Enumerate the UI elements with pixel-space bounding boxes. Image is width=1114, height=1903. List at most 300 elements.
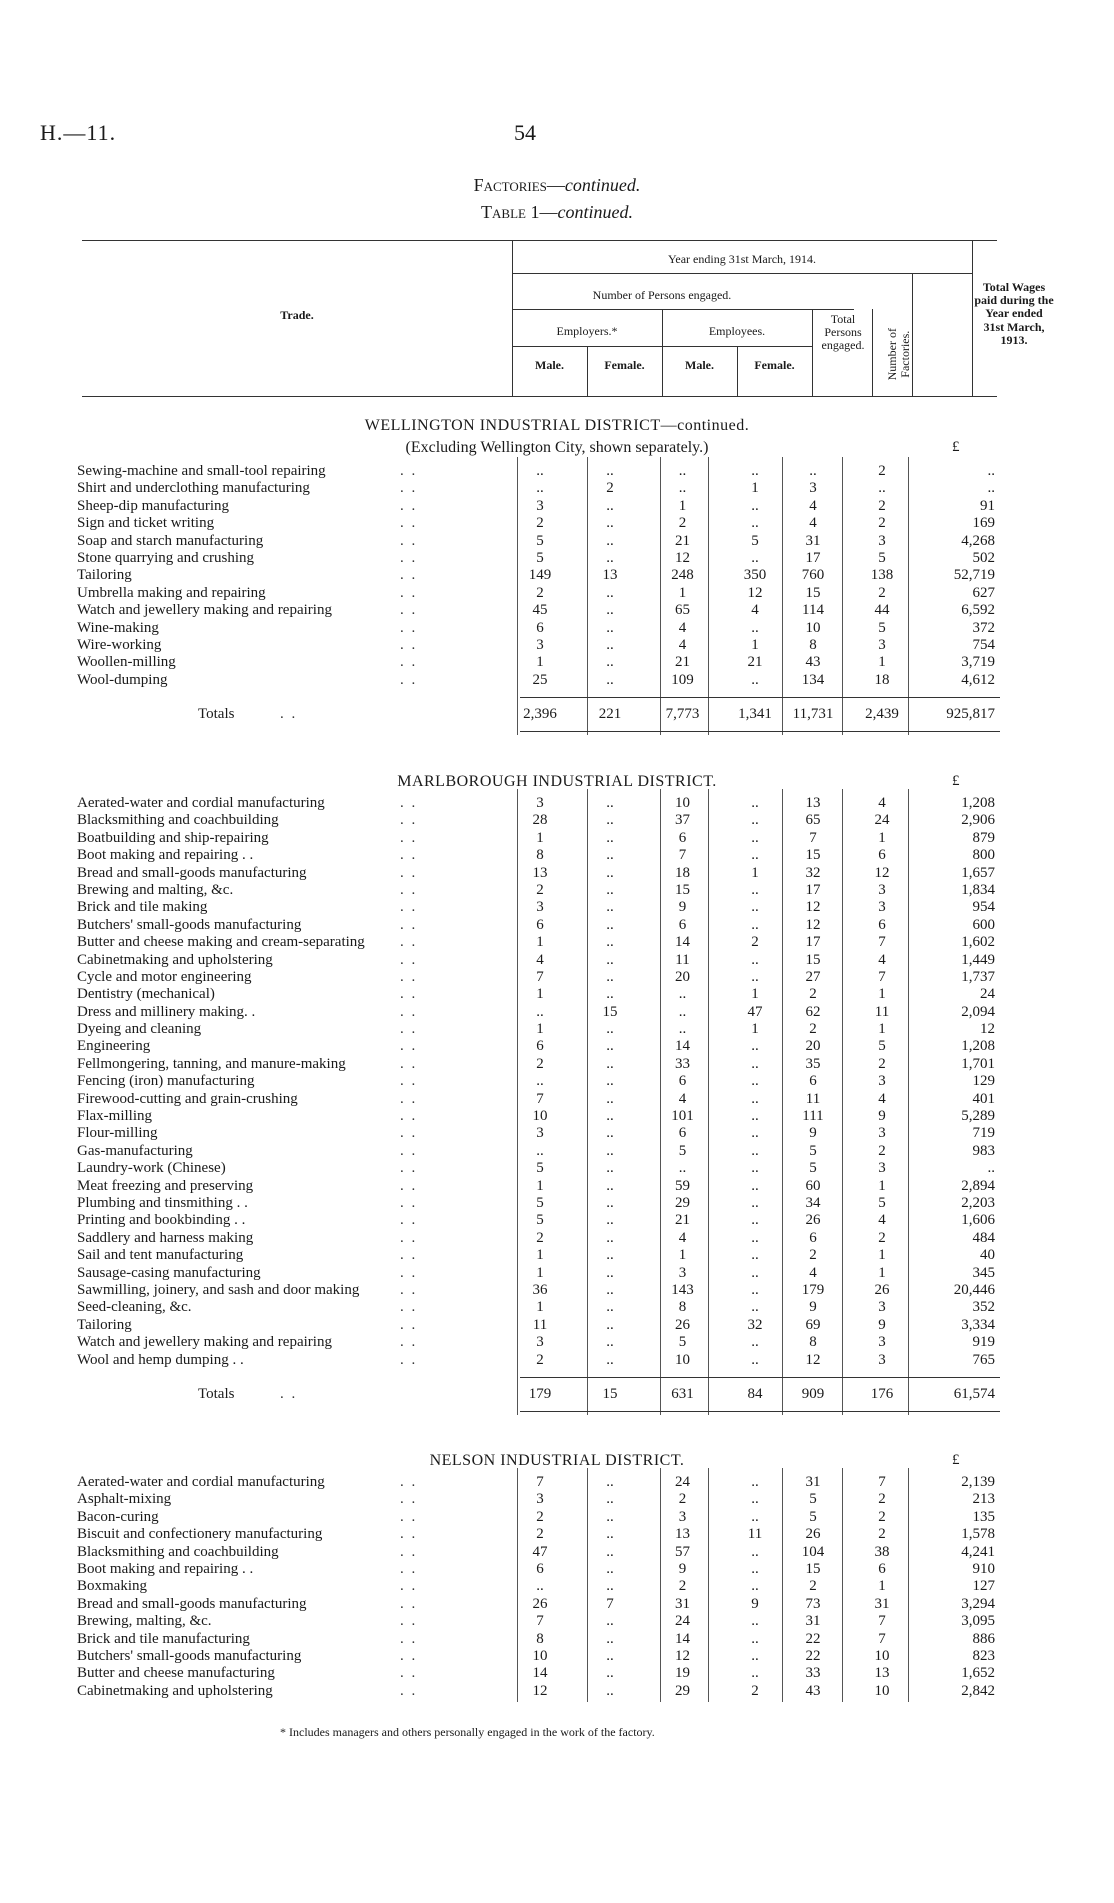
total-wages: 40 [980,1247,995,1264]
total-wages: 1,606 [961,1212,995,1229]
total-persons: 22 [805,1647,821,1664]
employees-male: 57 [675,1543,690,1560]
total-persons: 2 [809,986,817,1003]
trade-name: Wool and hemp dumping . . [77,1351,244,1368]
factories: 4 [878,1090,886,1107]
section-rows [0,463,1114,689]
employees-female: .. [751,1578,759,1595]
col-employees-male: Male. [685,358,714,372]
total-wages: 954 [972,899,995,916]
factories: 6 [878,847,886,864]
trade-name: Seed-cleaning, &c. [77,1299,192,1316]
factories: 1 [878,829,886,846]
total-persons: 5 [809,1508,817,1525]
employers-male: 1 [536,1299,544,1316]
total-wages: 1,449 [961,951,995,968]
employers-male: 2 [536,1229,544,1246]
factories: 1 [878,1578,886,1595]
employers-male: 28 [532,812,548,829]
leader-dots: . . [400,1630,418,1647]
leader-dots: . . [400,1194,418,1211]
total-wages: 52,719 [953,567,995,584]
total-persons: 35 [805,1055,821,1072]
employees-male: 29 [675,1194,690,1211]
employers-male: 3 [536,795,544,811]
employees-male: 1 [678,1247,687,1264]
totals-row [0,703,1114,725]
employers-male: 45 [532,602,548,619]
employers-female: .. [606,829,614,846]
factories: 5 [878,1194,886,1211]
leader-dots: . . [400,1160,418,1177]
leader-dots: . . [400,1316,418,1333]
leader-dots: . . [400,1474,418,1490]
employees-male: 14 [675,1630,690,1647]
employees-female: .. [751,1613,759,1630]
trade-name: Aerated-water and cordial manufacturing [77,795,325,811]
total-persons: 4 [809,497,817,514]
factories: 6 [878,1560,886,1577]
total-persons: 760 [801,567,825,584]
employees-male: 59 [675,1177,690,1194]
trade-name: Dyeing and cleaning [77,1021,202,1038]
employers-male: 6 [536,1560,544,1577]
table-row [0,847,1114,864]
factories: 10 [874,1647,890,1664]
employees-male: 6 [678,829,687,846]
factories: 10 [874,1682,890,1699]
trade-name: Boot making and repairing . . [77,1560,254,1577]
trade-name: Watch and jewellery making and repairing [77,1334,332,1351]
trade-name: Dentistry (mechanical) [77,986,215,1003]
employers-male: 1 [536,1247,544,1264]
employees-female: .. [751,951,759,968]
trade-name: Tailoring [77,567,132,584]
trade-name: Wine-making [77,619,159,636]
employers-male: 6 [536,916,544,933]
employers-male: 13 [532,864,548,881]
factories: 1 [878,986,886,1003]
factories: 6 [878,916,886,933]
employees-male: 33 [675,1055,690,1072]
employers-male: .. [536,480,544,497]
employees-female: .. [751,1560,759,1577]
totals-employees-male: 7,773 [665,706,700,722]
trade-name: Engineering [77,1038,151,1055]
trade-name: Biscuit and confectionery manufacturing [77,1526,323,1543]
leader-dots: . . [400,480,418,497]
employers-male: 1 [536,934,544,951]
factories: 2 [878,463,886,479]
employees-male: 7 [678,847,687,864]
table-row [0,952,1114,969]
trade-name: Dress and millinery making. . [77,1003,256,1020]
employers-male: 5 [536,1160,544,1177]
trade-name: Cabinetmaking and upholstering [77,951,273,968]
employers-female: .. [606,1578,614,1595]
table-row [0,602,1114,619]
employers-female: .. [606,532,614,549]
col-year: Year ending 31st March, 1914. [667,252,817,266]
currency-symbol: £ [952,1452,960,1468]
table-row [0,1526,1114,1543]
employees-female: .. [751,1281,759,1298]
employees-female: .. [751,1508,759,1525]
employers-female: .. [606,549,614,566]
leader-dots: . . [400,619,418,636]
trade-name: Butter and cheese manufacturing [77,1665,275,1682]
factories: 9 [878,1316,886,1333]
leader-dots: . . [280,1386,298,1402]
total-wages: 3,095 [961,1613,995,1630]
employers-female: .. [606,1090,614,1107]
employees-female: 350 [743,567,767,584]
leader-dots: . . [400,1038,418,1055]
leader-dots: . . [400,532,418,549]
total-persons: 15 [805,847,821,864]
total-persons: 12 [805,899,821,916]
total-wages: 135 [972,1508,995,1525]
employers-male: 7 [536,1613,544,1630]
section-rows [0,795,1114,1369]
employers-male: .. [536,1578,544,1595]
employers-male: 3 [536,497,544,514]
totals-rule-top [520,1377,1000,1378]
leader-dots: . . [280,706,298,722]
employees-female: 1 [751,986,759,1003]
employers-female: .. [606,1108,614,1125]
employees-female: .. [751,1229,759,1246]
employees-female: .. [751,1160,759,1177]
total-wages: 2,203 [961,1194,995,1211]
total-wages: 3,719 [961,654,995,671]
total-persons: 31 [805,1474,821,1490]
factories: 3 [878,1334,886,1351]
employers-male: .. [536,463,544,479]
employers-female: .. [606,968,614,985]
employers-female: .. [606,636,614,653]
leader-dots: . . [400,1247,418,1264]
employees-female: .. [751,847,759,864]
total-persons: 62 [805,1003,821,1020]
table-row [0,795,1114,812]
total-persons: 26 [805,1212,821,1229]
leader-dots: . . [400,1073,418,1090]
employees-male: 14 [675,1038,690,1055]
employers-female: .. [606,1682,614,1699]
totals-factories: 2,439 [865,706,899,722]
trade-name: Brick and tile manufacturing [77,1630,250,1647]
employers-male: 11 [532,1316,548,1333]
leader-dots: . . [400,1682,418,1699]
totals-row [0,1383,1114,1405]
table-row [0,917,1114,934]
total-persons: 5 [809,1491,817,1508]
total-persons: 32 [805,864,821,881]
employers-male: 6 [536,1038,544,1055]
employers-female: .. [606,1351,614,1368]
factories: 2 [878,1526,886,1543]
factories: 1 [878,1021,886,1038]
employers-female: .. [606,864,614,881]
leader-dots: . . [400,567,418,584]
total-wages: 20,446 [953,1281,995,1298]
employees-female: .. [751,1351,759,1368]
total-persons: 17 [805,549,821,566]
col-wages: Total Wages paid during the Year ended 31st March, 1913. [974,280,1054,347]
total-wages: 2,139 [961,1474,995,1490]
total-wages: 127 [972,1578,995,1595]
total-persons: 60 [805,1177,821,1194]
employees-female: .. [751,829,759,846]
employers-female: .. [606,1073,614,1090]
employers-male: 47 [532,1543,548,1560]
trade-name: Plumbing and tinsmithing . . [77,1194,248,1211]
column-header [82,240,1054,397]
leader-dots: . . [400,1595,418,1612]
employers-male: 2 [536,881,544,898]
total-wages: 91 [980,497,995,514]
col-factories: Number of Factories. [884,328,912,381]
table-row [0,1143,1114,1160]
employers-female: .. [606,1177,614,1194]
total-persons: 4 [809,1264,817,1281]
factories: 3 [878,1351,886,1368]
total-wages: 1,657 [961,864,995,881]
factories: 11 [874,1003,890,1020]
leader-dots: . . [400,812,418,829]
totals-total-persons: 909 [801,1386,825,1402]
factories: 7 [878,1474,886,1490]
totals-employers-male: 2,396 [523,706,557,722]
employees-female: .. [751,1474,759,1490]
employers-female: 7 [606,1595,614,1612]
trade-name: Asphalt-mixing [77,1491,172,1508]
table-row [0,1317,1114,1334]
employees-female: .. [751,916,759,933]
employees-male: 5 [678,1334,687,1351]
trade-name: Fellmongering, tanning, and manure-making [77,1055,346,1072]
employees-male: 4 [678,636,687,653]
factories: 12 [874,864,890,881]
employers-female: .. [606,1125,614,1142]
trade-name: Sewing-machine and small-tool repairing [77,463,326,479]
table-row [0,865,1114,882]
trade-name: Bacon-curing [77,1508,159,1525]
employers-female: .. [606,1194,614,1211]
trade-name: Sausage-casing manufacturing [77,1264,261,1281]
col-employees: Employees. [708,324,766,338]
total-wages: 600 [972,916,995,933]
factories: 7 [878,934,886,951]
employers-male: 5 [536,549,544,566]
employees-male: 2 [678,515,687,532]
total-wages: 129 [972,1073,995,1090]
trade-name: Stone quarrying and crushing [77,549,255,566]
table-row [0,1160,1114,1177]
total-persons: 15 [805,1560,821,1577]
factories: 3 [878,1125,886,1142]
factories: 7 [878,1630,886,1647]
trade-name: Boot making and repairing . . [77,847,254,864]
total-persons: 69 [805,1316,821,1333]
total-wages: 823 [972,1647,995,1664]
factories: 2 [878,1491,886,1508]
total-wages: 4,612 [961,671,995,688]
trade-name: Sail and tent manufacturing [77,1247,244,1264]
employees-female: .. [751,881,759,898]
total-persons: 8 [809,636,817,653]
employees-female: .. [751,1647,759,1664]
trade-name: Sawmilling, joinery, and sash and door making [77,1281,360,1298]
trade-name: Blacksmithing and coachbuilding [77,812,279,829]
employees-female: .. [751,619,759,636]
employees-male: 9 [678,899,687,916]
factories: 24 [874,812,890,829]
employers-female: .. [606,1491,614,1508]
employers-male: 1 [536,1021,544,1038]
employees-male: 29 [675,1682,690,1699]
table-row [0,515,1114,532]
total-persons: 11 [805,1090,821,1107]
total-wages: 919 [972,1334,995,1351]
table-row [0,585,1114,602]
employees-female: .. [751,1142,759,1159]
trade-name: Bread and small-goods manufacturing [77,864,307,881]
table-row [0,1648,1114,1665]
total-wages: 2,894 [961,1177,995,1194]
document-code: H.—11. [40,120,117,145]
employers-male: 1 [536,1264,544,1281]
total-wages: 372 [972,619,995,636]
factories: 4 [878,951,886,968]
employees-male: 109 [671,671,694,688]
employees-male: 8 [678,1299,687,1316]
employees-male: 12 [675,549,690,566]
table-row [0,1509,1114,1526]
total-persons: 9 [809,1299,817,1316]
total-persons: 43 [805,654,821,671]
employers-female: .. [606,1508,614,1525]
totals-employers-male: 179 [528,1386,552,1402]
employers-female: .. [606,1281,614,1298]
totals-rule-top [520,697,1000,698]
total-wages: 213 [972,1491,995,1508]
total-wages: 754 [972,636,995,653]
section-title: NELSON INDUSTRIAL DISTRICT. [429,1452,685,1469]
employees-female: 1 [751,480,759,497]
factories: .. [878,480,886,497]
employees-male: 5 [678,1142,687,1159]
employers-female: .. [606,1038,614,1055]
table-row [0,986,1114,1003]
leader-dots: . . [400,1665,418,1682]
total-wages: 1,834 [961,881,995,898]
employees-female: .. [751,1055,759,1072]
total-persons: 17 [805,881,821,898]
total-wages: 3,334 [961,1316,995,1333]
leader-dots: . . [400,1543,418,1560]
table-row [0,1665,1114,1682]
employers-female: .. [606,497,614,514]
leader-dots: . . [400,1351,418,1368]
table-row [0,1265,1114,1282]
leader-dots: . . [400,1125,418,1142]
employers-male: 10 [532,1647,548,1664]
employees-female: .. [751,795,759,811]
employers-male: 36 [532,1281,548,1298]
employees-female: 47 [747,1003,763,1020]
employers-male: 149 [528,567,552,584]
employers-female: .. [606,654,614,671]
employees-male: 2 [678,1491,687,1508]
employees-female: .. [751,968,759,985]
trade-name: Umbrella making and repairing [77,584,266,601]
employees-male: 31 [675,1595,690,1612]
employers-female: 13 [602,567,618,584]
employees-female: .. [751,812,759,829]
employees-female: .. [751,1630,759,1647]
employees-male: 20 [675,968,690,985]
totals-label: Totals [198,706,235,722]
employers-female: .. [606,1247,614,1264]
currency-symbol: £ [952,439,960,455]
total-wages: 352 [972,1299,995,1316]
table-row [0,463,1114,480]
total-wages: 502 [972,549,995,566]
employees-male: 21 [675,532,690,549]
leader-dots: . . [400,602,418,619]
total-wages: 24 [980,986,995,1003]
total-persons: 114 [802,602,824,619]
totals-rule-bottom [520,1411,1000,1412]
employees-female: .. [751,1038,759,1055]
leader-dots: . . [400,1229,418,1246]
employees-male: 19 [675,1665,690,1682]
factories: 2 [878,515,886,532]
employers-male: 14 [532,1665,548,1682]
total-wages: 4,241 [961,1543,995,1560]
table-row [0,1021,1114,1038]
employees-female: .. [751,463,759,479]
employees-male: .. [678,480,687,497]
factories: 7 [878,968,886,985]
totals-employees-male: 631 [671,1386,694,1402]
total-wages: 1,208 [961,1038,995,1055]
trade-name: Gas-manufacturing [77,1142,193,1159]
employers-male: 4 [536,951,544,968]
factories: 1 [878,1247,886,1264]
employers-female: .. [606,619,614,636]
leader-dots: . . [400,1491,418,1508]
table-row [0,1056,1114,1073]
total-persons: 2 [809,1578,817,1595]
total-persons: 20 [805,1038,821,1055]
employers-female: .. [606,847,614,864]
factories: 2 [878,584,886,601]
employees-female: 1 [751,636,759,653]
employers-male: 2 [536,1055,544,1072]
employees-female: 32 [747,1316,763,1333]
total-wages: .. [987,463,995,479]
leader-dots: . . [400,1142,418,1159]
leader-dots: . . [400,1108,418,1125]
employers-female: .. [606,916,614,933]
table-row [0,567,1114,584]
col-total-persons: Total Persons engaged. [821,312,865,353]
trade-name: Cycle and motor engineering [77,968,252,985]
trade-name: Sign and ticket writing [77,515,215,532]
